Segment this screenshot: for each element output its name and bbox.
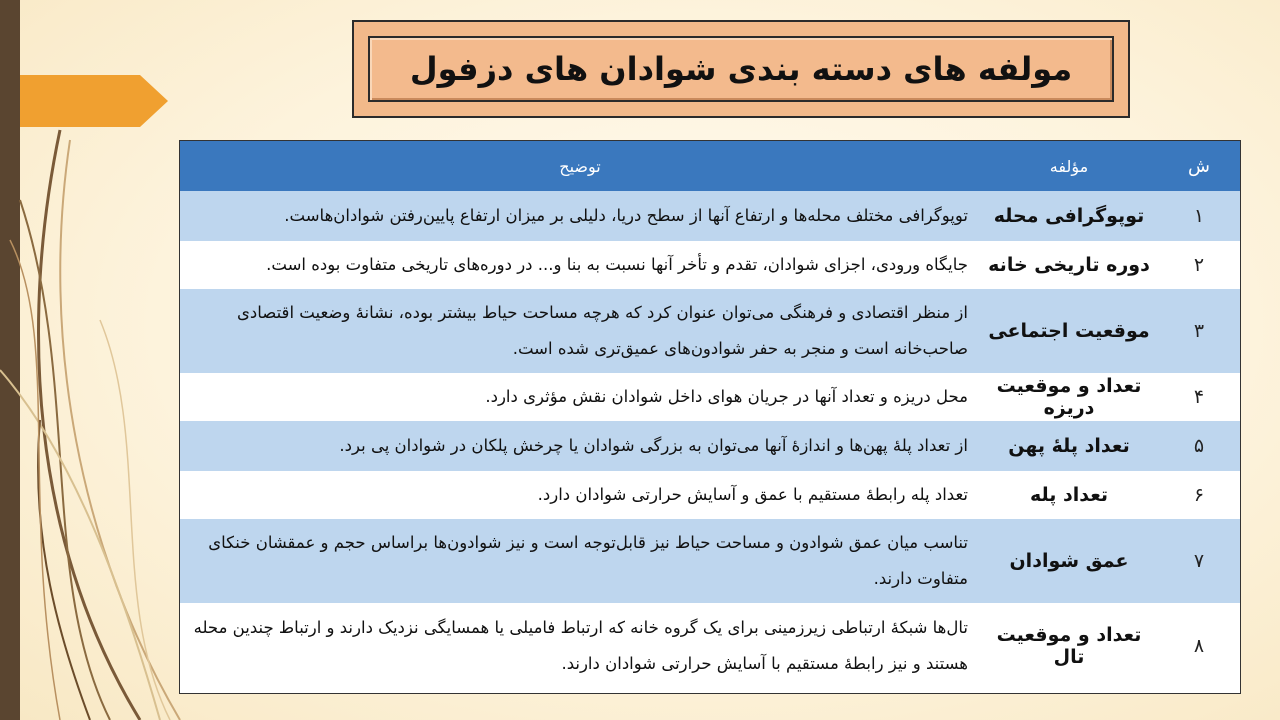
row-factor: تعداد و موقعیت دریزه [996,375,1142,419]
row-description: تال‌ها شبکهٔ ارتباطی زیرزمینی برای یک گروه خانه که ارتباط فامیلی یا همسایگی نزدیک دارند و ارتباط چندین محله هستند و نیز رابطهٔ مستقیم با آسایش حرارتی شوادان دارند. [193,618,968,673]
row-description: از منظر اقتصادی و فرهنگی می‌توان عنوان کرد که هرچه مساحت حیاط بیشتر بوده، نشانهٔ وضعیت اقتصادی صاحب‌خانه است و منجر به حفر شوادون‌های عمیق‌تری شده است. [236,303,968,358]
table-row [180,241,1240,289]
slide-title: مولفه های دسته بندی شوادان های دزفول [409,50,1073,88]
row-factor: تعداد پله [1029,484,1109,506]
table-row [180,471,1240,519]
row-factor: عمق شوادان [1009,550,1129,572]
row-number: ۳ [1193,320,1205,342]
title-box [368,36,1114,102]
table-row [180,421,1240,471]
row-description: از تعداد پلهٔ پهن‌ها و اندازهٔ آنها می‌توان به بزرگی شوادان یا چرخش پلکان در شوادان پی برد. [339,436,968,455]
row-description: تعداد پله رابطهٔ مستقیم با عمق و آسایش حرارتی شوادان دارد. [537,485,968,504]
header-desc: توضیح [559,156,601,176]
title-frame [352,20,1130,118]
row-description: تناسب میان عمق شوادون و مساحت حیاط نیز قابل‌توجه است و نیز شوادون‌ها براساس حجم و عمقشان خنکای متفاوت دارند. [208,533,968,588]
table-row [180,289,1240,373]
components-table [179,140,1241,694]
decorative-curves [0,120,200,720]
row-number: ۵ [1193,435,1205,457]
row-number: ۶ [1193,484,1205,506]
row-description: جایگاه ورودی، اجزای شوادان، تقدم و تأخر آنها نسبت به بنا و... در دوره‌های تاریخی متفاوت بوده است. [266,255,968,274]
row-description: محل دریزه و تعداد آنها در جریان هوای داخل شوادان نقش مؤثری دارد. [485,387,968,406]
row-factor: تعداد پلهٔ پهن [1008,435,1130,457]
row-number: ۲ [1193,254,1205,276]
header-factor: مؤلفه [1049,156,1089,176]
row-factor: موقعیت اجتماعی [988,320,1150,342]
table-row [180,373,1240,421]
row-description: توپوگرافی مختلف محله‌ها و ارتفاع آنها از سطح دریا، دلیلی بر میزان ارتفاع پایین‌رفتن شوادان‌هاست. [284,206,968,225]
row-number: ۱ [1193,205,1205,227]
row-number: ۸ [1193,635,1205,657]
table-row [180,519,1240,603]
row-number: ۷ [1193,550,1205,572]
row-factor: تعداد و موقعیت تال [996,624,1142,668]
header-num: ش [1188,155,1210,177]
table-row [180,191,1240,241]
row-factor: توپوگرافی محله [993,205,1145,227]
table-header-row [180,141,1240,191]
table-row [180,603,1240,689]
row-number: ۴ [1193,386,1205,408]
row-factor: دوره تاریخی خانه [988,254,1150,276]
